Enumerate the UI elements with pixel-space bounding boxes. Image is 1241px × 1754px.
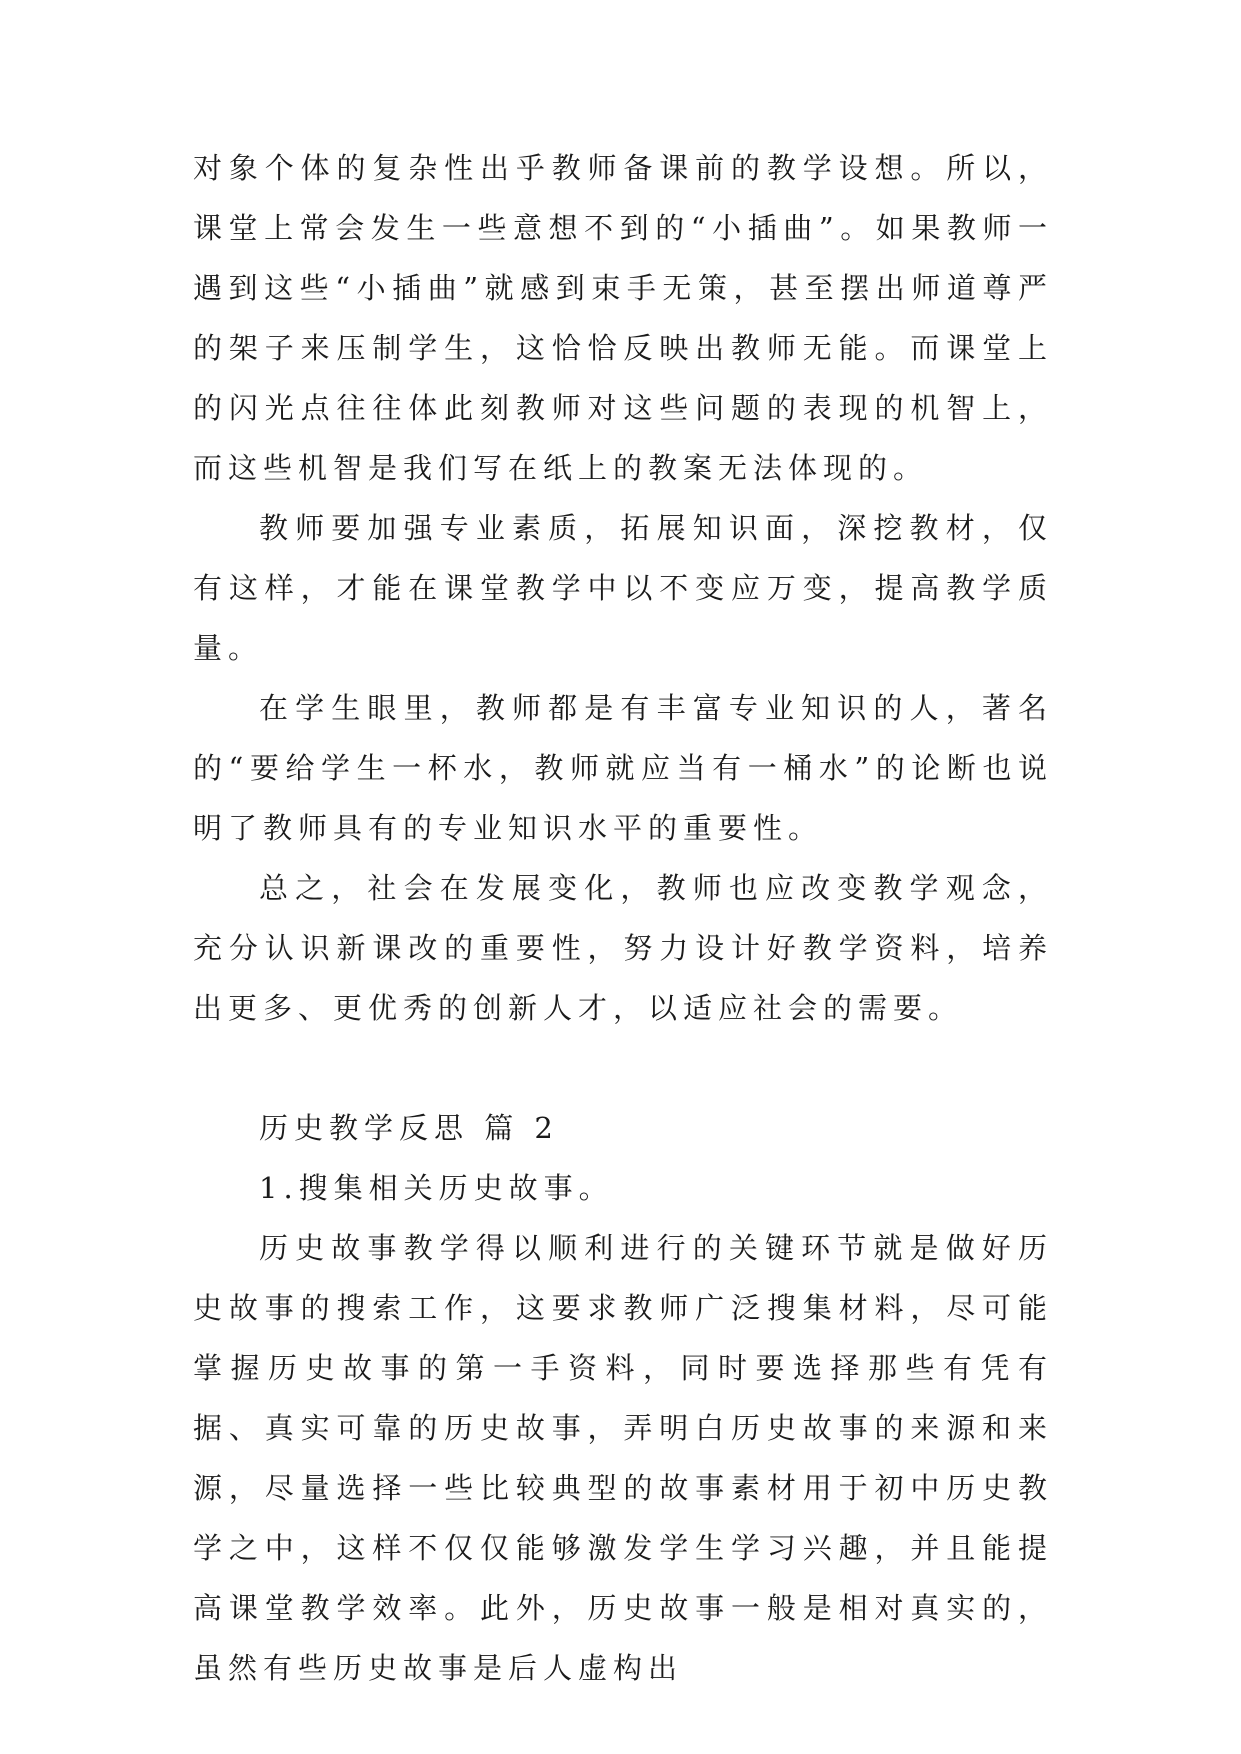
section-title: 历史教学反思 篇 2: [259, 1111, 559, 1145]
body-paragraph-3: 在学生眼里，教师都是有丰富专业知识的人，著名的“要给学生一杯水，教师就应当有一桶水”的论断也说明了教师具有的专业知识水平的重要性。: [193, 691, 1053, 845]
section-spacer: [193, 1038, 1053, 1098]
body-paragraph-4: 总之，社会在发展变化，教师也应改变教学观念，充分认识新课改的重要性，努力设计好教学资料，培养出更多、更优秀的创新人才，以适应社会的需要。: [193, 871, 1053, 1025]
body-paragraph-1: 对象个体的复杂性出乎教师备课前的教学设想。所以，课堂上常会发生一些意想不到的“小插曲”。如果教师一遇到这些“小插曲”就感到束手无策，甚至摆出师道尊严的架子来压制学生，这恰恰反映出教师无能。而课堂上的闪光点往往体此刻教师对这些问题的表现的机智上，而这些机智是我们写在纸上的教案无法体现的。: [193, 151, 1053, 485]
section-subheading: 1.搜集相关历史故事。: [259, 1171, 614, 1205]
section-paragraph-1: 历史故事教学得以顺利进行的关键环节就是做好历史故事的搜索工作，这要求教师广泛搜集材料，尽可能掌握历史故事的第一手资料，同时要选择那些有凭有据、真实可靠的历史故事，弄明白历史故事的来源和来源，尽量选择一些比较典型的故事素材用于初中历史教学之中，这样不仅仅能够激发学生学习兴趣，并且能提高课堂教学效率。此外，历史故事一般是相对真实的，虽然有些历史故事是后人虚构出: [193, 1231, 1053, 1685]
body-paragraph-2: 教师要加强专业素质，拓展知识面，深挖教材，仅有这样，才能在课堂教学中以不变应万变，提高教学质量。: [193, 511, 1053, 665]
document-body: [193, 138, 1053, 1698]
